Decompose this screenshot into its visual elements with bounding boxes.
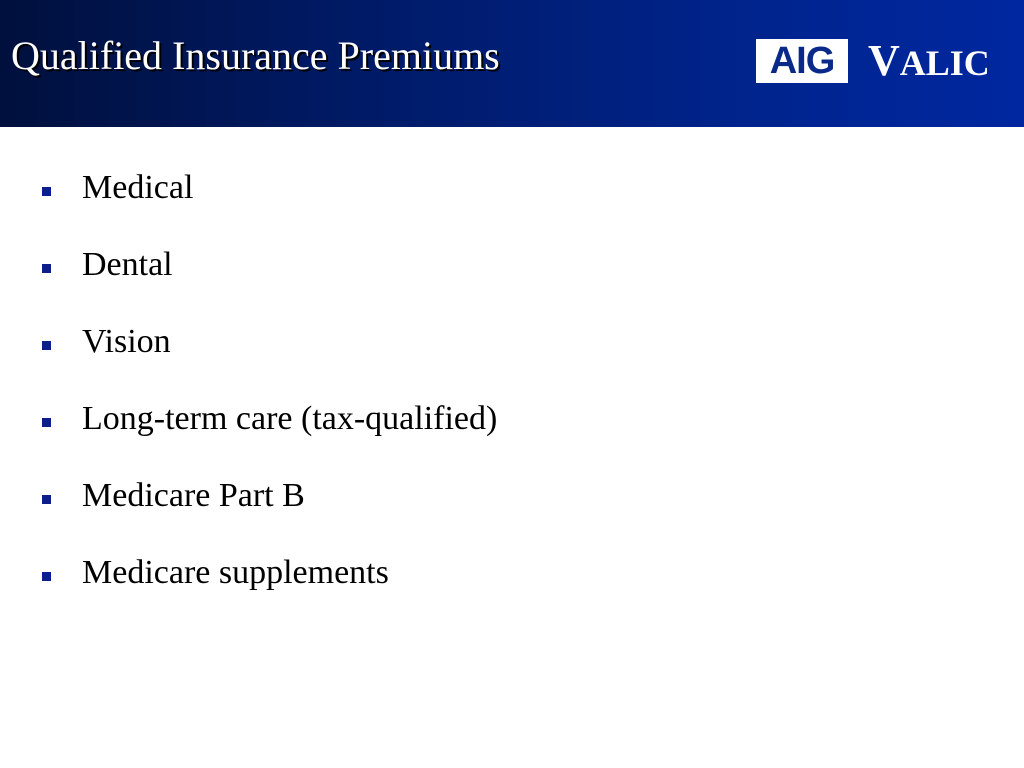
valic-logo (868, 38, 990, 84)
aig-logo (756, 39, 848, 83)
bullet-item (0, 468, 1024, 545)
bullet-square-icon (42, 187, 51, 196)
bullet-item (0, 237, 1024, 314)
bullet-text: Medical (82, 169, 194, 206)
bullet-list (0, 160, 1024, 622)
bullet-text: Vision (82, 323, 171, 360)
bullet-item (0, 314, 1024, 391)
bullet-square-icon (42, 495, 51, 504)
bullet-item (0, 160, 1024, 237)
valic-logo-initial: V (868, 36, 900, 85)
bullet-text: Dental (82, 246, 173, 283)
aig-logo-text: AIG (769, 40, 835, 82)
header-banner (0, 0, 1024, 127)
bullet-square-icon (42, 572, 51, 581)
bullet-square-icon (42, 264, 51, 273)
bullet-text: Long-term care (tax-qualified) (82, 400, 498, 437)
bullet-square-icon (42, 418, 51, 427)
bullet-item (0, 545, 1024, 622)
valic-logo-rest: ALIC (899, 43, 990, 83)
bullet-item (0, 391, 1024, 468)
slide-title: Qualified Insurance Premiums (11, 33, 500, 78)
bullet-square-icon (42, 341, 51, 350)
bullet-text: Medicare supplements (82, 554, 389, 591)
bullet-text: Medicare Part B (82, 477, 305, 514)
